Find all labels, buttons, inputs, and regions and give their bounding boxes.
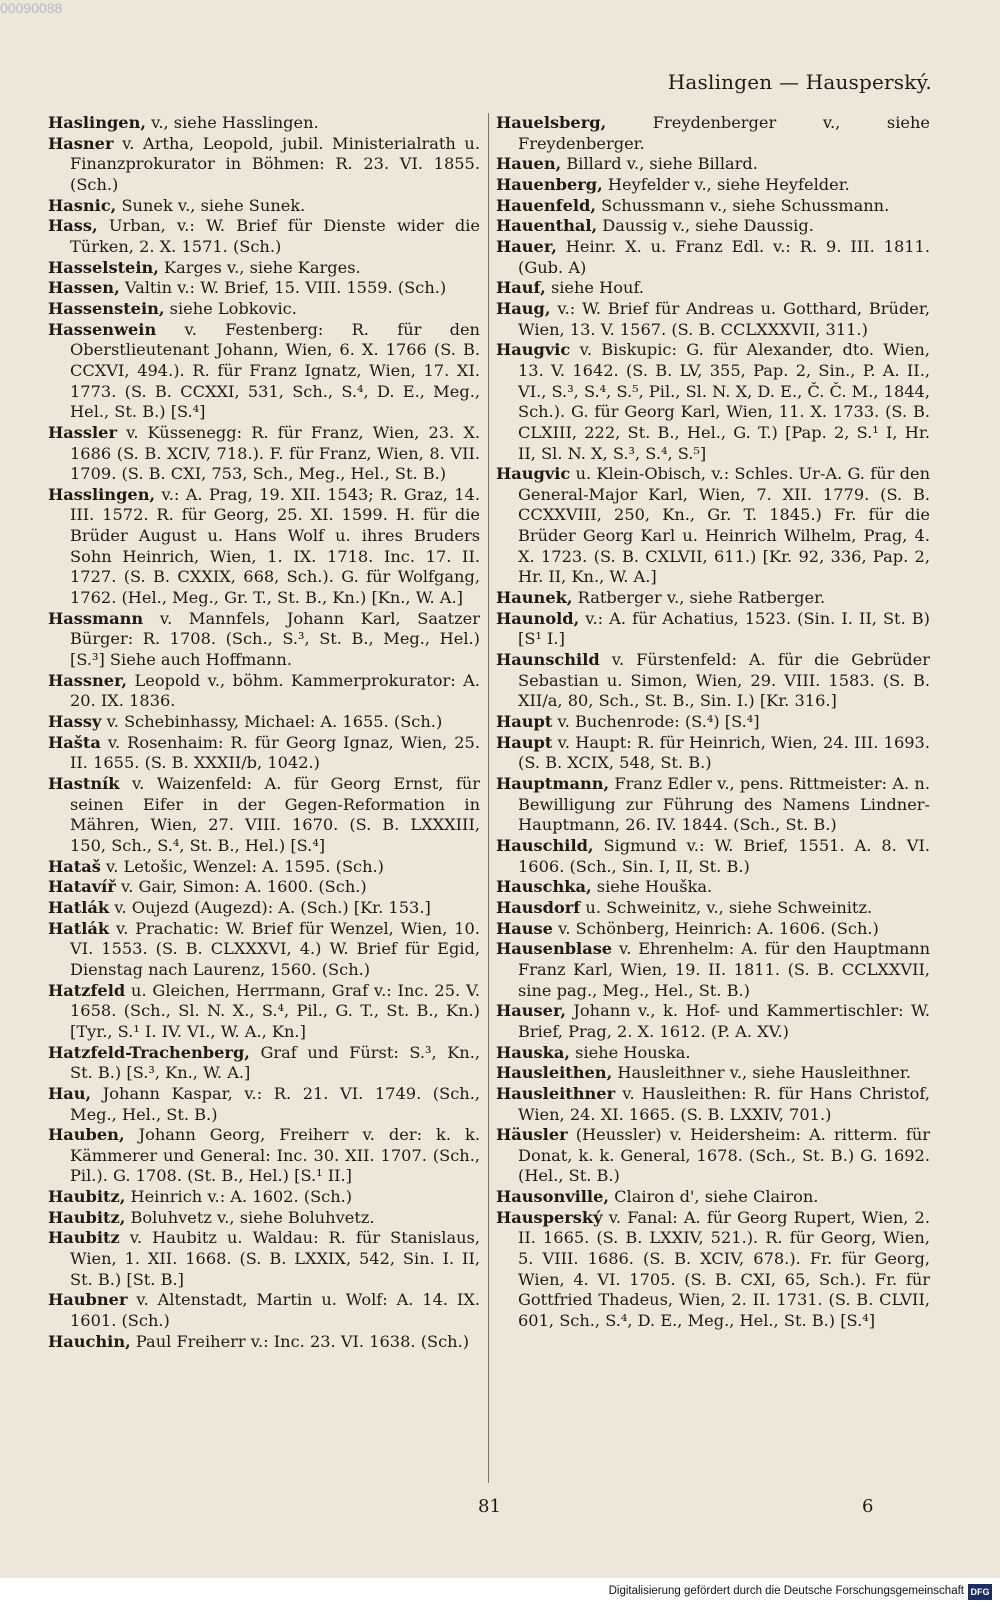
entry-text: Hausleithner v., siehe Hausleithner. <box>612 1063 911 1083</box>
footer-bar <box>0 1578 1000 1606</box>
entry-headword: Hauben, <box>48 1125 125 1145</box>
entry-headword: Hassenstein, <box>48 298 165 318</box>
index-entry <box>496 919 930 940</box>
index-entry <box>48 919 480 981</box>
index-entry <box>48 774 480 857</box>
entry-headword: Hauenfeld, <box>496 195 596 215</box>
entry-text: Johann Georg, Freiherr v. der: k. k. Kämmerer und General: Inc. 30. XII. 1707. (Sch., Pil.). G. 1708. (St. B., Hel.) [S.¹ II.] <box>70 1125 480 1186</box>
entry-headword: Hausonville, <box>496 1187 610 1207</box>
entry-text: Ratberger v., siehe Ratberger. <box>572 588 826 608</box>
index-entry <box>496 1125 930 1187</box>
index-entry <box>48 299 480 320</box>
index-entry <box>496 216 930 237</box>
entry-headword: Hauenberg, <box>496 174 603 194</box>
index-entry <box>496 898 930 919</box>
entry-headword: Haubitz, <box>48 1187 126 1207</box>
entry-headword: Hauska, <box>496 1042 571 1062</box>
entry-headword: Hausdorf <box>496 897 581 917</box>
entry-headword: Haugvic <box>496 464 571 484</box>
index-entry <box>48 1125 480 1187</box>
entry-text: (Heussler) v. Heidersheim: A. ritterm. für Donat, k. k. General, 1678. (Sch., St. B.) G. 1692. (Hel., St. B.) <box>518 1125 930 1186</box>
entry-text: Johann v., k. Hof- und Kammertischler: W. Brief, Prag, 2. X. 1612. (P. A. XV.) <box>518 1001 930 1041</box>
entry-headword: Hause <box>496 918 553 938</box>
entry-headword: Haunschild <box>496 650 600 670</box>
entry-text: u. Gleichen, Herrmann, Graf v.: Inc. 25. V. 1658. (Sch., Sl. N. X., S.⁴, Pil., G. T., St. B., Kn.) [Tyr., S.¹ I. IV. VI., W. A., Kn.] <box>70 980 480 1041</box>
entry-text: Heyfelder v., siehe Heyfelder. <box>602 174 850 194</box>
index-entry <box>496 712 930 733</box>
entry-headword: Hatlák <box>48 897 110 917</box>
entry-headword: Haupt <box>496 712 553 732</box>
entry-headword: Hasslingen, <box>48 484 156 504</box>
entry-text: siehe Houska. <box>570 1042 691 1062</box>
entry-headword: Haugvic <box>496 340 571 360</box>
entry-text: v. Fürstenfeld: A. für die Gebrüder Sebastian u. Simon, Wien, 29. VIII. 1583. (S. B. XII/a, 80, Sch., St. B., Sin. I.) [Kr. 316.] <box>518 650 930 711</box>
entry-headword: Hassmann <box>48 608 144 628</box>
entry-headword: Hatlák <box>48 918 110 938</box>
entry-text: siehe Houf. <box>545 278 645 298</box>
index-entry <box>48 258 480 279</box>
entry-text: v. Schebinhassy, Michael: A. 1655. (Sch.) <box>101 712 443 732</box>
entry-headword: Hassy <box>48 712 102 732</box>
index-entry <box>48 113 480 134</box>
entry-text: siehe Lobkovic. <box>164 298 297 318</box>
entry-text: Johann Kaspar, v.: R. 21. VI. 1749. (Sch., Meg., Hel., St. B.) <box>70 1083 480 1124</box>
entry-headword: Hauschka, <box>496 877 592 897</box>
entry-text: v. Mannfels, Johann Karl, Saatzer Bürger: R. 1708. (Sch., S.³, St. B., Meg., Hel.) [S.³] Siehe auch Hoffmann. <box>70 608 480 670</box>
entry-headword: Hauchin, <box>48 1331 131 1351</box>
index-entry <box>48 485 480 609</box>
entry-text: Heinrich v.: A. 1602. (Sch.) <box>125 1187 353 1207</box>
index-entry <box>496 237 930 278</box>
entry-headword: Haug, <box>496 298 551 318</box>
index-entry <box>48 1043 480 1084</box>
index-entry <box>496 1001 930 1042</box>
column-divider <box>488 113 489 1483</box>
entry-text: Leopold v., böhm. Kammerprokurator: A. 20. IX. 1836. <box>70 670 480 711</box>
index-entry <box>496 939 930 1001</box>
entry-headword: Hašta <box>48 732 101 752</box>
entry-headword: Hasner <box>48 133 114 153</box>
entry-headword: Hausleithner <box>496 1083 616 1103</box>
entry-text: Boluhvetz v., siehe Boluhvetz. <box>125 1207 375 1227</box>
index-entry <box>496 588 930 609</box>
entry-text: v.: A. Prag, 19. XII. 1543; R. Graz, 14. III. 1572. R. für Georg, 25. XI. 1599. H. für die Brüder August u. Hans Wolf u. ihres Bruders Sohn Heinrich, Wien, 1. IX. 1718. Inc. 17. II. 1727. (S. B. CXXIX, 668, Sch.). G. für Wolfgang, 1762. (Hel., Meg., Gr. T., St. B., Kn.) [Kn., W. A.] <box>70 484 480 608</box>
entry-text: v. Waizenfeld: A. für Georg Ernst, für seinen Eifer in der Gegen-Reformation in Mähren, Wien, 27. VIII. 1670. (S. B. LXXXIII, 150, Sch., S.⁴, St. B., Hel.) [S.⁴] <box>70 774 480 855</box>
entry-text: v. Festenberg: R. für den Oberstlieutenant Johann, Wien, 6. X. 1766 (S. B. CCXVI, 494.). R. für Franz Ignatz, Wien, 17. XI. 1773. (S. B. CCXXI, 531, Sch., S.⁴, D. E., Meg., Hel., St. B.) [S.⁴] <box>70 319 480 422</box>
index-entry <box>496 175 930 196</box>
index-entry <box>496 1063 930 1084</box>
index-entry <box>48 216 480 257</box>
entry-headword: Hauschild, <box>496 835 594 855</box>
dfg-logo-icon: DFG <box>968 1584 992 1600</box>
index-entry <box>496 278 930 299</box>
entry-text: Daussig v., siehe Daussig. <box>597 216 814 236</box>
index-entry <box>496 299 930 340</box>
entry-text: v. Haupt: R. für Heinrich, Wien, 24. III. 1693. (S. B. XCIX, 548, St. B.) <box>518 732 930 773</box>
index-entry <box>48 898 480 919</box>
entry-headword: Häusler <box>496 1125 568 1145</box>
entry-headword: Hauenthal, <box>496 216 598 236</box>
index-entry <box>496 113 930 154</box>
index-entry <box>496 1208 930 1332</box>
index-entry <box>48 1228 480 1290</box>
entry-text: u. Klein-Obisch, v.: Schles. Ur-A. G. für den General-Major Karl, Wien, 7. XII. 1779. (S. B. CCXXVIII, 250, Kn., Gr. T. 1845.) Fr. für die Brüder Georg Karl u. Heinrich Wilhelm, Prag, 4. X. 1723. (S. B. CXLVII, 611.) [Kr. 92, 336, Pap. 2, Hr. II, Kn., W. A.] <box>518 464 930 587</box>
index-entry <box>48 1084 480 1125</box>
index-entry <box>496 836 930 877</box>
entry-headword: Hauptmann, <box>496 774 610 793</box>
entry-text: siehe Houška. <box>591 877 713 897</box>
entry-headword: Hasselstein, <box>48 257 159 277</box>
entry-text: Valtin v.: W. Brief, 15. VIII. 1559. (Sch.) <box>119 278 447 298</box>
entry-text: v.: A. für Achatius, 1523. (Sin. I. II, St. B) [S¹ I.] <box>518 608 930 649</box>
entry-headword: Hauer, <box>496 236 557 256</box>
index-entry <box>48 1187 480 1208</box>
index-entry <box>496 1187 930 1208</box>
entry-headword: Hataš <box>48 856 101 876</box>
entry-text: v. Haubitz u. Waldau: R. für Stanislaus, Wien, 1. XII. 1668. (S. B. LXXIX, 542, Sin. I. II, St. B.) [St. B.] <box>70 1228 480 1289</box>
entry-text: Heinr. X. u. Franz Edl. v.: R. 9. III. 1811. (Gub. A) <box>518 236 930 277</box>
index-entry <box>48 134 480 196</box>
entry-headword: Hausperský <box>496 1207 603 1227</box>
entry-text: u. Schweinitz, v., siehe Schweinitz. <box>580 897 873 917</box>
entry-text: v. Prachatic: W. Brief für Wenzel, Wien, 10. VI. 1553. (S. B. CLXXXVI, 4.) W. Brief für Egid, Dienstag nach Laurenz, 1560. (Sch.) <box>70 918 480 979</box>
entry-text: Billard v., siehe Billard. <box>561 154 758 174</box>
entry-text: Sunek v., siehe Sunek. <box>116 195 306 215</box>
entry-text: v. Rosenhaim: R. für Georg Ignaz, Wien, 25. II. 1655. (S. B. XXXII/b, 1042.) <box>70 732 480 773</box>
entry-headword: Hassenwein <box>48 319 157 339</box>
index-entry <box>48 1208 480 1229</box>
entry-text: Franz Edler v., pens. Rittmeister: A. n. Bewilligung zur Führung des Namens Lindner-Hauptmann, 26. IV. 1844. (Sch., St. B.) <box>518 774 930 835</box>
entry-headword: Hausleithen, <box>496 1063 613 1083</box>
index-entry <box>48 877 480 898</box>
entry-text: v. Altenstadt, Martin u. Wolf: A. 14. IX. 1601. (Sch.) <box>70 1290 480 1331</box>
entry-text: Urban, v.: W. Brief für Dienste wider die Türken, 2. X. 1571. (Sch.) <box>70 216 480 256</box>
index-entry <box>496 877 930 898</box>
entry-headword: Hauser, <box>496 1001 566 1021</box>
index-entry <box>496 650 930 712</box>
entry-headword: Hatavíř <box>48 877 116 897</box>
index-entry <box>496 1084 930 1125</box>
right-column <box>496 113 930 1332</box>
index-entry <box>48 196 480 217</box>
entry-headword: Hassler <box>48 422 117 442</box>
index-entry <box>48 733 480 774</box>
entry-headword: Haubitz, <box>48 1207 126 1227</box>
entry-headword: Hauen, <box>496 154 562 174</box>
entry-text: v.: W. Brief für Andreas u. Gotthard, Brüder, Wien, 13. V. 1567. (S. B. CCLXXXVII, 311.) <box>518 298 930 339</box>
index-entry <box>496 1043 930 1064</box>
index-entry <box>496 774 930 836</box>
entry-headword: Haupt <box>496 732 553 752</box>
entry-text: v. Hausleithen: R. für Hans Christof, Wien, 24. XI. 1665. (S. B. LXXIV, 701.) <box>518 1083 930 1124</box>
entry-headword: Hausenblase <box>496 939 613 959</box>
index-entry <box>496 733 930 774</box>
entry-headword: Haubitz <box>48 1228 120 1248</box>
entry-text: v. Schönberg, Heinrich: A. 1606. (Sch.) <box>552 918 879 938</box>
entry-headword: Hasnic, <box>48 195 117 215</box>
index-entry <box>496 154 930 175</box>
index-entry <box>496 340 930 464</box>
entry-text: v. Küssenegg: R. für Franz, Wien, 23. X. 1686 (S. B. XCIV, 718.). F. für Franz, Wien, 8. VII. 1709. (S. B. CXI, 753, Sch., Meg., Hel., St. B.) <box>70 422 480 484</box>
index-entry <box>48 671 480 712</box>
index-entry <box>48 320 480 423</box>
entry-text: v. Biskupic: G. für Alexander, dto. Wien, 13. V. 1642. (S. B. LV, 355, Pap. 2, Sin., P. A. II., VI., S.³, S.⁴, S.⁵, Pil., Sl. N. X, D. E., Č. Č. M., 1844, Sch.). G. für Georg Karl, Wien, 11. X. 1733. (S. B. CLXIII, 222, St. B., Hel., G. T.) [Pap. 2, S.¹ I, Hr. II, Sl. N. X, S.³, S.⁴, S.⁵] <box>518 340 930 463</box>
entry-headword: Hassen, <box>48 278 120 298</box>
index-entry <box>48 981 480 1043</box>
index-entry <box>48 278 480 299</box>
entry-text: v. Ehrenhelm: A. für den Hauptmann Franz Karl, Wien, 19. II. 1811. (S. B. CCLXXVII, sine pag., Meg., Hel., St. B.) <box>518 939 930 1000</box>
entry-text: v. Artha, Leopold, jubil. Ministerialrath u. Finanzprokurator in Böhmen: R. 23. VI. 1855. (Sch.) <box>70 133 480 194</box>
entry-headword: Haunold, <box>496 608 580 628</box>
index-entry <box>496 196 930 217</box>
signature-number: 6 <box>862 1496 874 1517</box>
entry-headword: Hauf, <box>496 278 546 298</box>
index-entry <box>48 423 480 485</box>
entry-text: Paul Freiherr v.: Inc. 23. VI. 1638. (Sch.) <box>130 1331 470 1351</box>
entry-text: Sigmund v.: W. Brief, 1551. A. 8. VI. 1606. (Sch., Sin. I, II, St. B.) <box>518 835 930 876</box>
page-number: 81 <box>478 1496 501 1517</box>
index-entry <box>48 1290 480 1331</box>
entry-text: v. Buchenrode: (S.⁴) [S.⁴] <box>552 712 760 732</box>
entry-headword: Haunek, <box>496 588 573 608</box>
left-column <box>48 113 480 1352</box>
entry-text: Karges v., siehe Karges. <box>158 257 361 277</box>
entry-text: Schussmann v., siehe Schussmann. <box>596 195 890 215</box>
entry-headword: Haslingen, <box>48 113 146 132</box>
entry-headword: Haubner <box>48 1290 128 1310</box>
entry-headword: Hastník <box>48 774 120 793</box>
entry-text: v. Oujezd (Augezd): A. (Sch.) [Kr. 153.] <box>109 897 431 917</box>
entry-headword: Hass, <box>48 216 98 236</box>
archive-stamp: 00090088 <box>0 0 63 16</box>
entry-headword: Hatzfeld-Trachenberg, <box>48 1042 250 1062</box>
entry-text: v., siehe Hasslingen. <box>146 113 319 132</box>
entry-headword: Hassner, <box>48 670 128 690</box>
index-entry <box>48 857 480 878</box>
index-entry <box>48 1332 480 1353</box>
footer-credit: Digitalisierung gefördert durch die Deutsche Forschungsgemeinschaft <box>608 1585 964 1597</box>
entry-text: Clairon d', siehe Clairon. <box>609 1187 819 1207</box>
entry-text: v. Letošic, Wenzel: A. 1595. (Sch.) <box>100 856 384 876</box>
index-entry <box>496 609 930 650</box>
index-entry <box>48 609 480 671</box>
entry-headword: Hatzfeld <box>48 980 126 1000</box>
index-entry <box>496 464 930 588</box>
entry-headword: Hauelsberg, <box>496 113 607 132</box>
entry-headword: Hau, <box>48 1083 92 1103</box>
entry-text: v. Gair, Simon: A. 1600. (Sch.) <box>115 877 367 897</box>
running-head: Haslingen — Hausperský. <box>667 70 932 94</box>
entry-text: Graf und Fürst: S.³, Kn., St. B.) [S.³, Kn., W. A.] <box>70 1042 480 1083</box>
index-entry <box>48 712 480 733</box>
entry-text: Freydenberger v., siehe Freydenberger. <box>518 113 930 153</box>
entry-text: v. Fanal: A. für Georg Rupert, Wien, 2. II. 1665. (S. B. LXXIV, 521.). R. für Georg, Wien, 5. VIII. 1686. (S. B. XCIV, 678.). Fr. für Georg, Wien, 4. VI. 1705. (S. B. CXI, 65, Sch.). Fr. für Gottfried Thadeus, Wien, 2. II. 1731. (S. B. CLVII, 601, Sch., S.⁴, D. E., Meg., Hel., St. B.) [S.⁴] <box>518 1207 930 1331</box>
